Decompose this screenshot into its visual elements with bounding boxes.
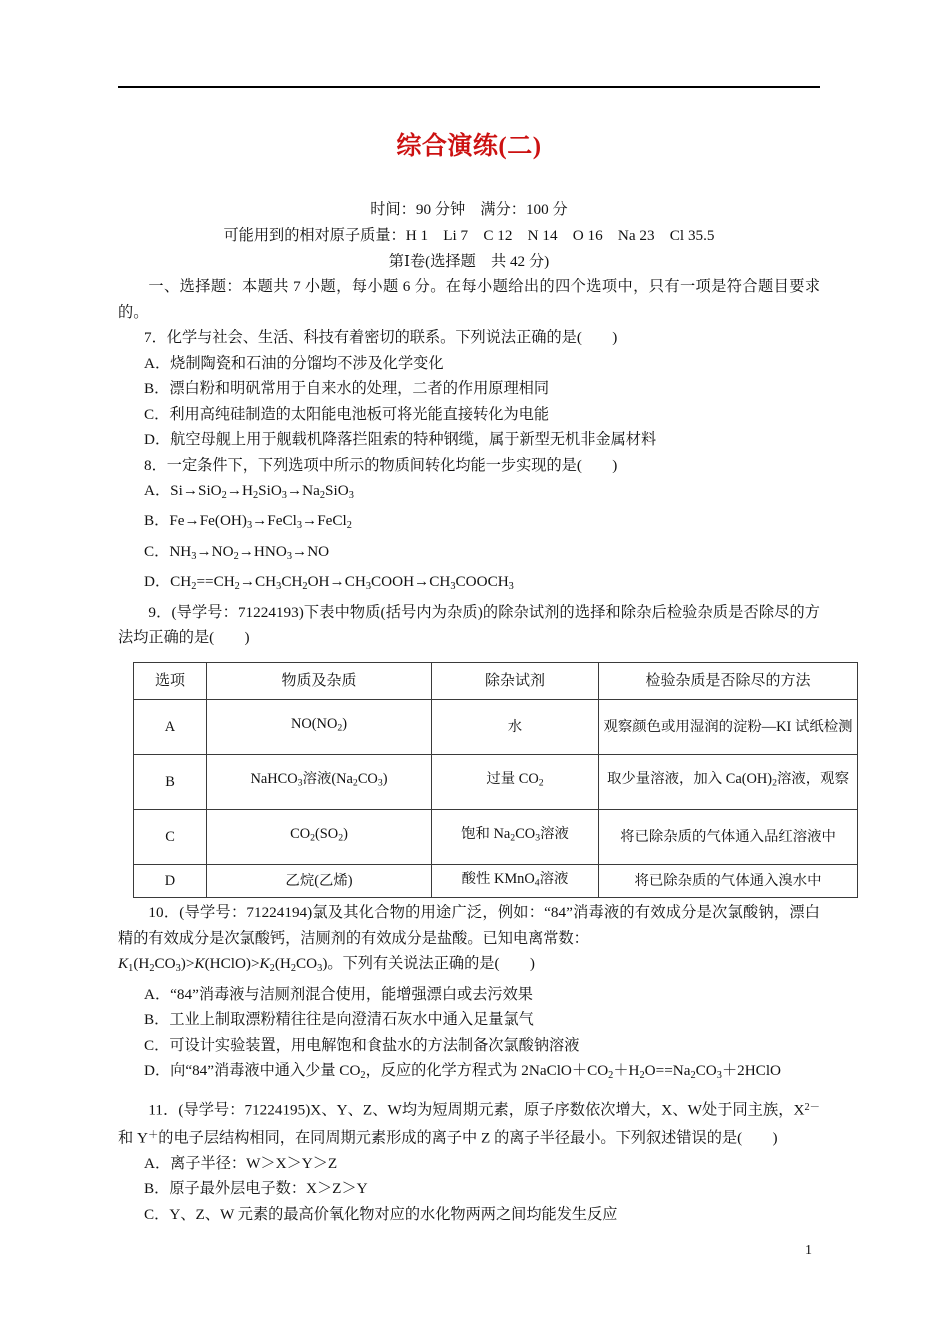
cell-option: D xyxy=(134,864,207,898)
cell-method: 取少量溶液，加入 $Ca(OH)_2$溶液，观察 xyxy=(599,754,858,809)
cell-option: C xyxy=(134,809,207,864)
question-11-option-a: A．离子半径：W＞X＞Y＞Z xyxy=(144,1154,338,1172)
question-10-option-a: A．“84”消毒液与洁厕剂混合使用，能增强漂白或去污效果 xyxy=(144,985,533,1003)
table-header-method: 检验杂质是否除尽的方法 xyxy=(599,662,858,699)
page-content xyxy=(118,0,853,1227)
question-11-option-c: C．Y、Z、W 元素的最高价氧化物对应的水化物两两之间均能发生反应 xyxy=(144,1205,618,1223)
table-row xyxy=(134,864,858,898)
question-7-option-b: B．漂白粉和明矾常用于自来水的处理，二者的作用原理相同 xyxy=(144,380,550,397)
cell-substance: $NO(NO_2)$ xyxy=(207,699,432,754)
table-header-substance: 物质及杂质 xyxy=(207,662,432,699)
cell-reagent: 水 xyxy=(432,699,599,754)
question-8-option-b: B．$Fe\to Fe(OH)_3\to FeCl_3\to FeCl_2$ xyxy=(144,512,352,532)
cell-option: B xyxy=(134,754,207,809)
question-7-option-a: A．烧制陶瓷和石油的分馏均不涉及化学变化 xyxy=(144,354,444,372)
table-header-reagent: 除杂试剂 xyxy=(432,662,599,699)
question-11-stem: 11．(导学号：71224195)X、Y、Z、W均为短周期元素，原子序数依次增大，X、W处于同主族，$X^{2-}$和 Y＋的电子层结构相同，在同周期元素形成的离子中 Z 的离子半径最小。下列叙述错误的是( ) xyxy=(118,1101,820,1147)
table-header-row xyxy=(134,662,858,699)
question-10-stem-line2: $K_1(H_2CO_3)>K(HClO)>K_2(H_2CO_3)$。下列有关说法正确的是( ) xyxy=(118,955,535,975)
question-7-option-c: C．利用高纯硅制造的太阳能电池板可将光能直接转化为电能 xyxy=(144,405,550,423)
question-7-option-d: D．航空母舰上用于舰载机降落拦阻索的特种钢缆，属于新型无机非金属材料 xyxy=(144,431,657,448)
cell-reagent: 酸性 KMnO$_4$溶液 xyxy=(432,864,599,898)
cell-reagent: 过量 $CO_2$ xyxy=(432,754,599,809)
question-8-option-a: A．$Si\to SiO_2\to H_2SiO_3\to Na_2SiO_3$ xyxy=(144,482,354,501)
question-10-option-b: B．工业上制取漂粉精往往是向澄清石灰水中通入足量氯气 xyxy=(144,1011,534,1029)
table-row xyxy=(134,754,858,809)
cell-method: 将已除杂质的气体通入溴水中 xyxy=(599,864,858,898)
exam-time-score: 时间：90 分钟 满分：100 分 xyxy=(370,201,568,218)
cell-option: A xyxy=(134,699,207,754)
table-row xyxy=(134,809,858,864)
cell-substance: $CO_2(SO_2)$ xyxy=(207,809,432,864)
page-title: 综合演练(二) xyxy=(396,133,542,160)
table-row xyxy=(134,699,858,754)
question-8-option-d: D．$CH_2==CH_2\to CH_3CH_2OH\to CH_3COOH\to CH_3COOCH_3$ xyxy=(144,573,514,593)
cell-method: 观察颜色或用湿润的淀粉—KI 试纸检测 xyxy=(599,699,858,754)
question-10-option-d: D．向“84”消毒液中通入少量 $CO_2$，反应的化学方程式为 $2NaClO+CO_2+H_2O==Na_2CO_3+2HClO$ xyxy=(144,1062,782,1082)
question-7-stem: 7．化学与社会、生活、科技有着密切的联系。下列说法正确的是( ) xyxy=(144,329,618,346)
question-10-option-c: C．可设计实验装置，用电解饱和食盐水的方法制备次氯酸钠溶液 xyxy=(144,1036,580,1054)
question-9-stem: 9．(导学号：71224193)下表中物质(括号内为杂质)的除杂试剂的选择和除杂后检验杂质是否除尽的方法均正确的是( ) xyxy=(118,603,820,647)
question-10-stem-line1: 10．(导学号：71224194)氯及其化合物的用途广泛，例如：“84”消毒液的有效成分是次氯酸钠，漂白精的有效成分是次氯酸钙，洁厕剂的有效成分是盐酸。已知电离常数： xyxy=(118,904,820,947)
cell-method: 将已除杂质的气体通入品红溶液中 xyxy=(599,809,858,864)
page-number: 1 xyxy=(805,1243,812,1258)
cell-substance: 乙烷(乙烯) xyxy=(207,864,432,898)
cell-reagent: 饱和 $Na_2CO_3$溶液 xyxy=(432,809,599,864)
relative-atomic-mass-line: 可能用到的相对原子质量：H 1 Li 7 C 12 N 14 O 16 Na 23 Cl 35.5 xyxy=(223,227,715,244)
question-8-option-c: C．$NH_3\to NO_2\to HNO_3\to NO$ xyxy=(144,542,330,562)
volume-heading: 第Ⅰ卷(选择题 共 42 分) xyxy=(388,253,550,270)
question-11-option-b: B．原子最外层电子数：X＞Z＞Y xyxy=(144,1180,368,1198)
section-instruction: 一、选择题：本题共 7 小题，每小题 6 分。在每小题给出的四个选项中，只有一项是符合题目要求的。 xyxy=(118,278,820,321)
question-8-stem: 8．一定条件下，下列选项中所示的物质间转化均能一步实现的是( ) xyxy=(144,456,618,474)
header-rule xyxy=(118,86,820,88)
table-body xyxy=(134,699,858,898)
purification-table xyxy=(133,662,858,899)
table-header-option: 选项 xyxy=(134,662,207,699)
cell-substance: NaHCO$_3$溶液$(Na_2CO_3)$ xyxy=(207,754,432,809)
